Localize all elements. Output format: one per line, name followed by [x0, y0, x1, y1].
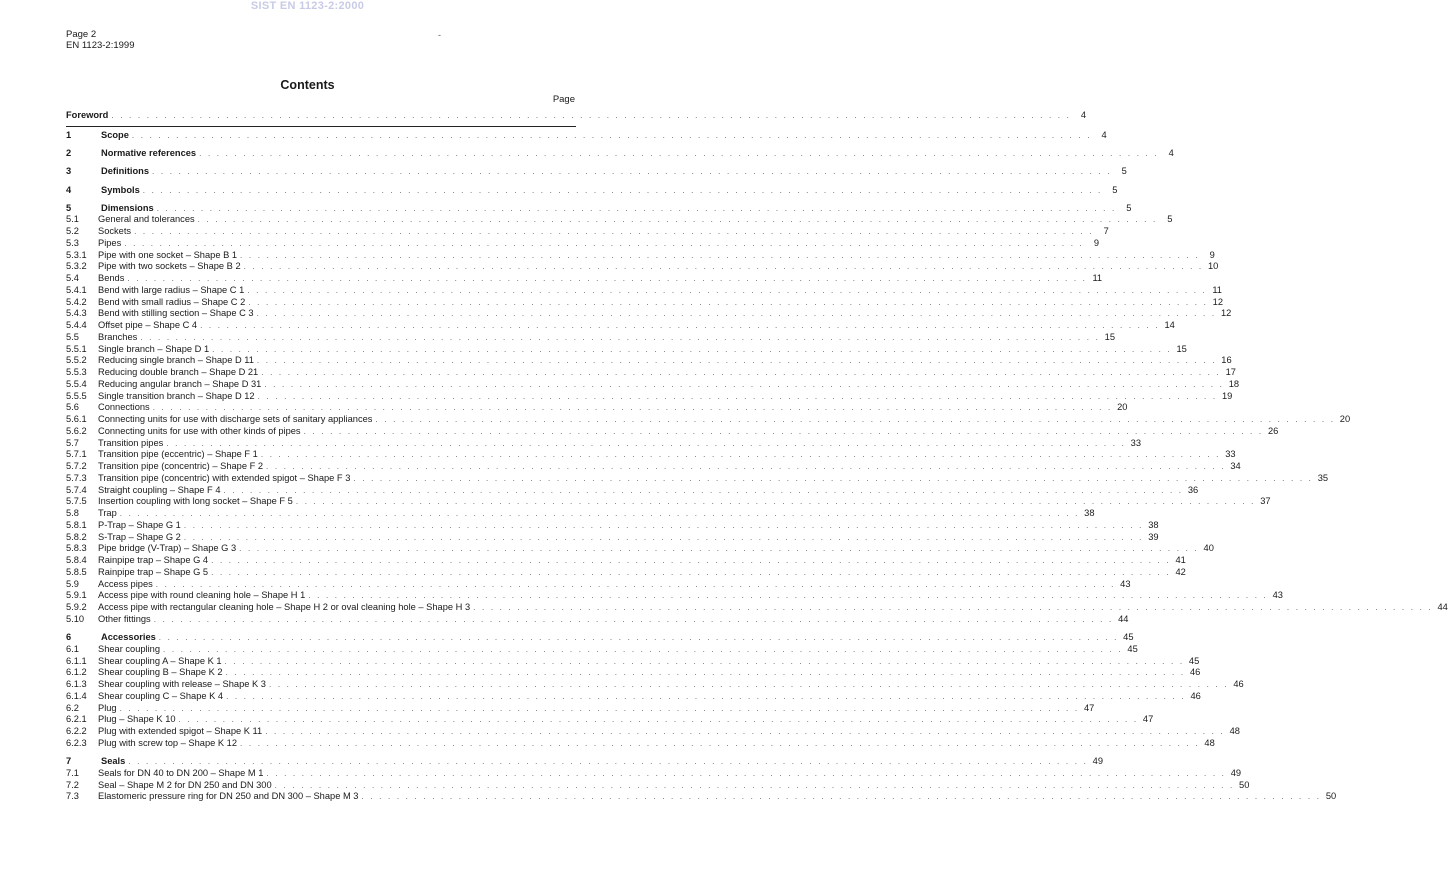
toc-page: 49 — [1092, 756, 1104, 767]
toc-page: 7 — [1103, 226, 1109, 237]
toc-entry[interactable] — [66, 554, 1186, 566]
toc-number: 2 — [66, 148, 72, 159]
leader-dots — [226, 691, 1186, 702]
toc-label: Insertion coupling with long socket – Shape F 5 — [98, 496, 293, 507]
toc-label: Pipe with two sockets – Shape B 2 — [98, 261, 241, 272]
leader-dots — [239, 543, 1199, 554]
toc-label: Plug — [98, 702, 117, 713]
toc-number: 6.1 — [66, 643, 79, 654]
leader-dots — [154, 614, 1114, 625]
toc-entry[interactable] — [66, 655, 1200, 667]
toc-number: 4 — [66, 184, 72, 195]
toc-entry[interactable] — [66, 343, 1187, 355]
toc-entry[interactable] — [66, 402, 1128, 414]
toc-label: Seals — [101, 756, 126, 767]
toc-entry[interactable] — [66, 284, 1222, 296]
watermark: SIST EN 1123-2:2000 — [250, 0, 365, 12]
toc-entry[interactable] — [66, 196, 1132, 214]
toc-number: 5.4.1 — [66, 284, 87, 295]
toc-entry[interactable] — [66, 355, 1232, 367]
leader-dots — [257, 355, 1217, 366]
leader-dots — [143, 185, 1103, 196]
toc-number: 5.7.5 — [66, 496, 87, 507]
toc-number: 5.4.3 — [66, 308, 87, 319]
toc-number: 6.1.2 — [66, 667, 87, 678]
toc-number: 5.6 — [66, 402, 79, 413]
toc-label: Accessories — [101, 632, 156, 643]
toc-label: Dimensions — [101, 202, 154, 213]
leader-dots — [198, 214, 1158, 225]
toc-entry[interactable] — [66, 590, 1283, 602]
toc-foreword[interactable] — [66, 109, 1087, 123]
toc-entry[interactable] — [66, 331, 1115, 343]
toc-number: 6.2.1 — [66, 714, 87, 725]
toc-entry[interactable] — [66, 578, 1131, 590]
toc-number: 5.10 — [66, 613, 85, 624]
toc-page: 46 — [1233, 679, 1244, 690]
toc-page: 47 — [1142, 714, 1154, 725]
leader-dots — [224, 485, 1184, 496]
toc-label: Single transition branch – Shape D 12 — [98, 390, 255, 401]
leader-dots — [184, 520, 1144, 531]
toc-number: 5.8.3 — [66, 543, 87, 554]
toc-page: 46 — [1190, 690, 1201, 701]
toc-label: Access pipes — [98, 578, 153, 589]
leader-dots — [244, 261, 1204, 272]
toc-number: 5.8.5 — [66, 566, 87, 577]
toc-label: Access pipe with rectangular cleaning hole – Shape H 2 or oval cleaning hole – Shape H 3 — [98, 602, 471, 613]
toc-label: Definitions — [101, 166, 150, 177]
toc-label: P-Trap – Shape G 1 — [98, 519, 181, 530]
toc-entry[interactable] — [66, 390, 1233, 402]
toc-number: 5.6.1 — [66, 414, 87, 425]
leader-dots — [308, 590, 1268, 601]
toc-number: 5.7.1 — [66, 449, 87, 460]
toc-label: Plug – Shape K 10 — [98, 714, 176, 725]
toc-page: 33 — [1130, 437, 1142, 448]
toc-entry[interactable] — [66, 543, 1214, 555]
toc-number: 7.1 — [66, 767, 79, 778]
toc-entry[interactable] — [66, 791, 1337, 803]
leader-dots — [159, 632, 1119, 643]
toc-number: 5.7.2 — [66, 461, 87, 472]
toc-entry[interactable] — [66, 449, 1236, 461]
toc-entry[interactable] — [66, 249, 1215, 261]
leader-dots — [240, 738, 1200, 749]
toc-number: 5.4.4 — [66, 320, 87, 331]
toc-label: General and tolerances — [98, 214, 195, 225]
toc-label: Transition pipe (concentric) – Shape F 2 — [98, 461, 264, 472]
toc-page: 20 — [1339, 414, 1351, 425]
toc-number: 5.5.3 — [66, 367, 87, 378]
toc-page: 26 — [1267, 425, 1279, 436]
toc-entry[interactable] — [66, 123, 1107, 141]
toc-number: 5.9.1 — [66, 590, 87, 601]
toc-page: 4 — [1080, 109, 1087, 120]
leader-dots — [120, 508, 1080, 519]
leader-dots — [264, 379, 1224, 390]
toc-label: Normative references — [101, 148, 197, 159]
toc-number: 5.4.2 — [66, 296, 87, 307]
toc-entry[interactable] — [66, 308, 1232, 320]
toc-page: 36 — [1187, 484, 1199, 495]
toc-entries — [66, 123, 1448, 803]
toc-page: 12 — [1212, 296, 1223, 307]
toc-label: Foreword — [66, 109, 109, 120]
toc-number: 5.9.2 — [66, 602, 87, 613]
toc-page: 12 — [1220, 308, 1232, 319]
toc-entry[interactable] — [66, 779, 1250, 791]
toc-number: 5.5.1 — [66, 343, 87, 354]
toc-page: 45 — [1123, 632, 1134, 643]
toc-number: 5.7.3 — [66, 472, 87, 483]
toc-label: Connecting units for use with other kinds of pipes — [98, 425, 301, 436]
toc-number: 5.6.2 — [66, 425, 87, 436]
toc-entry[interactable] — [66, 625, 1134, 643]
toc-entry[interactable] — [66, 425, 1279, 437]
toc-page: 37 — [1260, 496, 1271, 507]
toc-number: 5.3.2 — [66, 261, 87, 272]
toc-label: Shear coupling A – Shape K 1 — [98, 655, 222, 666]
toc-page: 49 — [1230, 767, 1242, 778]
toc-number: 5.5.4 — [66, 378, 87, 389]
toc-label: Shear coupling with release – Shape K 3 — [98, 679, 266, 690]
toc-page: 18 — [1228, 378, 1240, 389]
toc-label: Reducing angular branch – Shape D 31 — [98, 378, 262, 389]
toc-entry[interactable] — [66, 566, 1186, 578]
toc-number: 6.1.1 — [66, 655, 87, 666]
leader-dots — [157, 203, 1117, 214]
toc-label: Rainpipe trap – Shape G 5 — [98, 566, 209, 577]
toc-page: 40 — [1203, 543, 1214, 554]
leader-dots — [153, 402, 1113, 413]
toc-page: 34 — [1230, 461, 1241, 472]
leader-dots — [258, 391, 1218, 402]
standard-id: EN 1123-2:1999 — [66, 40, 135, 51]
toc-page: 17 — [1225, 367, 1236, 378]
toc-label: Transition pipe (eccentric) – Shape F 1 — [98, 449, 258, 460]
toc-label: Shear coupling C – Shape K 4 — [98, 690, 224, 701]
toc-entry[interactable] — [66, 261, 1219, 273]
leader-dots — [199, 148, 1159, 159]
toc-entry[interactable] — [66, 531, 1159, 543]
leader-dots — [269, 679, 1229, 690]
toc-label: Pipes — [98, 237, 122, 248]
toc-number: 5.4 — [66, 273, 79, 284]
leader-dots — [361, 791, 1321, 802]
toc-entry[interactable] — [66, 437, 1142, 449]
leader-dots — [375, 414, 1335, 425]
toc-label: Other fittings — [98, 613, 151, 624]
leader-dots — [200, 320, 1160, 331]
toc-page: 19 — [1221, 390, 1233, 401]
toc-label: Reducing double branch – Shape D 21 — [98, 367, 259, 378]
toc-label: Branches — [98, 331, 138, 342]
toc-number: 5.5.2 — [66, 355, 87, 366]
toc-number: 6.2 — [66, 702, 79, 713]
toc-label: Trap — [98, 508, 117, 519]
toc-entry[interactable] — [66, 484, 1199, 496]
toc-label: Access pipe with round cleaning hole – Shape H 1 — [98, 590, 306, 601]
toc-label: Transition pipe (concentric) with extended spigot – Shape F 3 — [98, 472, 351, 483]
toc-label: Bends — [98, 273, 125, 284]
toc-page: 38 — [1084, 508, 1095, 519]
toc-number: 5.2 — [66, 226, 79, 237]
toc-entry[interactable] — [66, 767, 1242, 779]
toc-number: 7 — [66, 756, 72, 767]
toc-label: Offset pipe – Shape C 4 — [98, 320, 198, 331]
toc-number: 5.9 — [66, 578, 79, 589]
toc-label: Bend with stilling section – Shape C 3 — [98, 308, 254, 319]
toc-page: 15 — [1176, 343, 1187, 354]
toc-number: 5.8.4 — [66, 555, 87, 566]
toc-entry[interactable] — [66, 714, 1154, 726]
toc-label: Connecting units for use with discharge sets of sanitary appliances — [98, 414, 373, 425]
toc-label: Plug with extended spigot – Shape K 11 — [98, 726, 263, 737]
toc-number: 5 — [66, 202, 72, 213]
toc-number: 7.2 — [66, 779, 79, 790]
toc-entry[interactable] — [66, 296, 1223, 308]
leader-dots — [247, 285, 1207, 296]
toc-page: 38 — [1148, 519, 1159, 530]
toc-label: Seal – Shape M 2 for DN 250 and DN 300 — [98, 779, 272, 790]
toc-label: Rainpipe trap – Shape G 4 — [98, 555, 209, 566]
leader-dots — [266, 461, 1226, 472]
header-dash: - — [438, 30, 441, 40]
toc-number: 6.1.4 — [66, 690, 87, 701]
toc-label: Reducing single branch – Shape D 11 — [98, 355, 254, 366]
toc-entry[interactable] — [66, 496, 1271, 508]
toc-label: S-Trap – Shape G 2 — [98, 531, 181, 542]
toc-page: 44 — [1118, 613, 1129, 624]
toc-entry[interactable] — [66, 519, 1159, 531]
leader-dots — [257, 308, 1217, 319]
toc-label: Bend with large radius – Shape C 1 — [98, 284, 245, 295]
toc-page: 48 — [1204, 737, 1215, 748]
toc-label: Bend with small radius – Shape C 2 — [98, 296, 246, 307]
toc-number: 5.1 — [66, 214, 79, 225]
toc-entry[interactable] — [66, 507, 1095, 519]
toc-number: 6.2.2 — [66, 726, 87, 737]
toc-page: 50 — [1239, 779, 1250, 790]
toc-entry[interactable] — [66, 737, 1215, 749]
toc-page: 33 — [1225, 449, 1236, 460]
toc-entry[interactable] — [66, 237, 1099, 249]
toc-page: 5 — [1112, 184, 1118, 195]
leader-dots — [473, 602, 1433, 613]
toc-page: 9 — [1093, 237, 1099, 248]
leader-dots — [184, 532, 1144, 543]
toc-entry[interactable] — [66, 472, 1329, 484]
leader-dots — [152, 166, 1112, 177]
toc-entry[interactable] — [66, 643, 1138, 655]
toc-page: 42 — [1175, 566, 1186, 577]
leader-dots — [179, 714, 1139, 725]
table-of-contents — [66, 109, 1448, 802]
toc-number: 5.8.1 — [66, 519, 87, 530]
toc-label: Plug with screw top – Shape K 12 — [98, 737, 238, 748]
toc-page: 15 — [1104, 331, 1115, 342]
toc-label: Symbols — [101, 184, 140, 195]
toc-entry[interactable] — [66, 601, 1448, 613]
leader-dots — [265, 726, 1225, 737]
toc-page: 9 — [1209, 249, 1215, 260]
leader-dots — [120, 703, 1080, 714]
toc-page: 14 — [1164, 320, 1175, 331]
toc-number: 5.3 — [66, 237, 79, 248]
toc-entry[interactable] — [66, 378, 1240, 390]
toc-number: 5.8 — [66, 508, 79, 519]
toc-entry[interactable] — [66, 678, 1244, 690]
toc-number: 5.7.4 — [66, 484, 87, 495]
toc-number: 6.1.3 — [66, 679, 87, 690]
leader-dots — [111, 110, 1071, 121]
toc-entry[interactable] — [66, 214, 1173, 226]
leader-dots — [304, 426, 1264, 437]
toc-entry[interactable] — [66, 177, 1118, 195]
toc-entry[interactable] — [66, 159, 1127, 177]
toc-page: 11 — [1092, 273, 1103, 284]
toc-number: 1 — [66, 129, 72, 140]
toc-label: Elastomeric pressure ring for DN 250 and DN 300 – Shape M 3 — [98, 791, 359, 802]
toc-page: 11 — [1212, 284, 1222, 295]
leader-dots — [240, 250, 1200, 261]
toc-entry[interactable] — [66, 413, 1351, 425]
toc-number: 3 — [66, 166, 72, 177]
leader-dots — [261, 449, 1221, 460]
leader-dots — [127, 273, 1087, 284]
toc-page: 48 — [1229, 726, 1240, 737]
toc-entry[interactable] — [66, 141, 1174, 159]
toc-number: 6 — [66, 632, 72, 643]
toc-entry[interactable] — [66, 319, 1175, 331]
toc-label: Sockets — [98, 226, 132, 237]
leader-dots — [166, 438, 1126, 449]
toc-entry[interactable] — [66, 725, 1240, 737]
toc-page: 43 — [1120, 578, 1131, 589]
page-number: Page 2 — [66, 29, 97, 40]
toc-page: 5 — [1121, 166, 1127, 177]
toc-page: 45 — [1127, 643, 1138, 654]
leader-dots — [225, 656, 1185, 667]
leader-dots — [124, 238, 1084, 249]
leader-dots — [211, 555, 1171, 566]
toc-number: 5.5 — [66, 331, 79, 342]
toc-entry[interactable] — [66, 613, 1129, 625]
leader-dots — [248, 297, 1208, 308]
toc-entry[interactable] — [66, 667, 1201, 679]
toc-entry[interactable] — [66, 749, 1104, 767]
leader-dots — [140, 332, 1100, 343]
toc-entry[interactable] — [66, 702, 1095, 714]
toc-label: Connections — [98, 402, 150, 413]
leader-dots — [134, 226, 1094, 237]
toc-page: 5 — [1167, 214, 1173, 225]
toc-page: 4 — [1168, 148, 1174, 159]
toc-number: 6.2.3 — [66, 737, 87, 748]
page-header — [66, 29, 135, 51]
toc-entry[interactable] — [66, 272, 1103, 284]
toc-page: 20 — [1117, 402, 1128, 413]
toc-label: Scope — [101, 129, 129, 140]
toc-page: 45 — [1188, 655, 1200, 666]
leader-dots — [132, 130, 1092, 141]
toc-number: 5.5.5 — [66, 390, 87, 401]
leader-dots — [296, 496, 1256, 507]
leader-dots — [353, 473, 1313, 484]
leader-dots — [275, 780, 1235, 791]
toc-entry[interactable] — [66, 690, 1201, 702]
leader-dots — [261, 367, 1221, 378]
toc-number: 5.3.1 — [66, 249, 87, 260]
toc-entry[interactable] — [66, 225, 1109, 237]
leader-dots — [128, 756, 1088, 767]
leader-dots — [156, 579, 1116, 590]
toc-number: 5.8.2 — [66, 531, 87, 542]
leader-dots — [211, 567, 1171, 578]
toc-page: 39 — [1148, 531, 1159, 542]
toc-page: 43 — [1272, 590, 1283, 601]
toc-label: Shear coupling — [98, 643, 161, 654]
toc-number: 5.7 — [66, 437, 79, 448]
leader-dots — [226, 667, 1186, 678]
toc-page: 5 — [1126, 202, 1132, 213]
page-column-label: Page — [552, 94, 575, 105]
toc-label: Transition pipes — [98, 437, 164, 448]
toc-label: Seals for DN 40 to DN 200 – Shape M 1 — [98, 767, 264, 778]
toc-label: Pipe bridge (V-Trap) – Shape G 3 — [98, 543, 237, 554]
toc-entry[interactable] — [66, 460, 1241, 472]
leader-dots — [163, 644, 1123, 655]
page-title: Contents — [280, 78, 335, 92]
toc-number: 7.3 — [66, 791, 79, 802]
leader-dots — [266, 768, 1226, 779]
toc-entry[interactable] — [66, 366, 1236, 378]
toc-label: Single branch – Shape D 1 — [98, 343, 210, 354]
toc-page: 41 — [1175, 555, 1186, 566]
toc-page: 16 — [1221, 355, 1232, 366]
toc-page: 47 — [1083, 702, 1095, 713]
toc-label: Straight coupling – Shape F 4 — [98, 484, 221, 495]
leader-dots — [212, 344, 1172, 355]
toc-page: 35 — [1317, 472, 1329, 483]
toc-label: Shear coupling B – Shape K 2 — [98, 667, 223, 678]
toc-page: 44 — [1437, 602, 1448, 613]
toc-page: 50 — [1325, 791, 1337, 802]
toc-page: 46 — [1189, 667, 1201, 678]
toc-page: 10 — [1208, 261, 1219, 272]
toc-page: 4 — [1101, 129, 1107, 140]
toc-label: Pipe with one socket – Shape B 1 — [98, 249, 238, 260]
